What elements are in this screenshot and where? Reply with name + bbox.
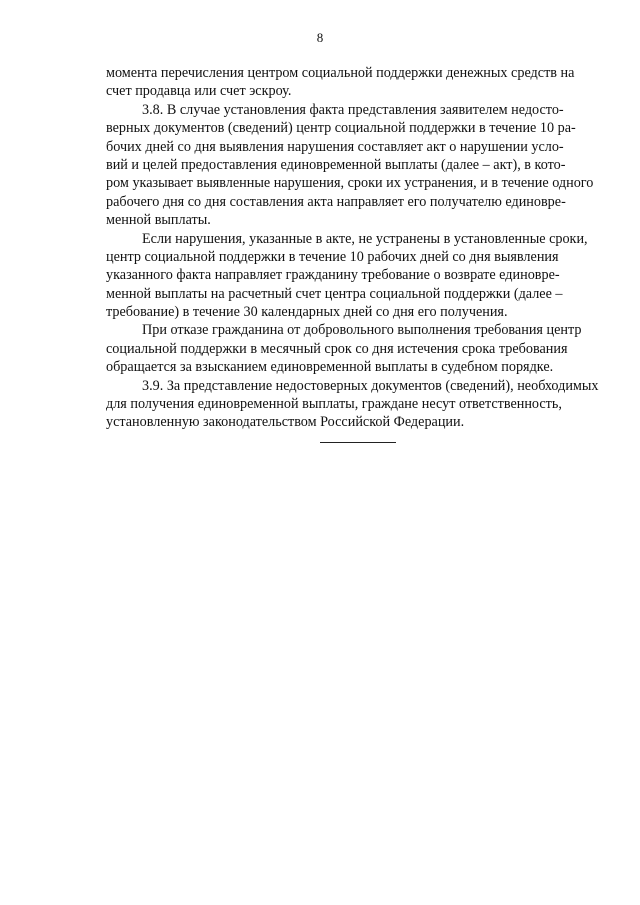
text-line: для получения единовременной выплаты, граждане несут ответственность, — [106, 396, 562, 413]
text-line: момента перечисления центром социальной поддержки денежных средств на — [106, 65, 575, 81]
paragraph-refusal — [106, 321, 582, 376]
text-line: центр социальной поддержки в течение 10 рабочих дней со дня выявления — [106, 248, 559, 265]
paragraph-3-9 — [106, 377, 599, 432]
paragraph-continuation — [106, 64, 575, 101]
text-line: менной выплаты на расчетный счет центра социальной поддержки (далее – — [106, 285, 563, 302]
text-line: требование) в течение 30 календарных дней со дня его получения. — [106, 304, 508, 321]
text-line: При отказе гражданина от добровольного выполнения требования центр — [142, 322, 582, 339]
text-line: обращается за взысканием единовременной выплаты в судебном порядке. — [106, 359, 554, 376]
text-line: верных документов (сведений) центр социальной поддержки в течение 10 ра- — [106, 120, 576, 137]
text-line: менной выплаты. — [106, 212, 211, 229]
text-line: указанного факта направляет гражданину требование о возврате единовре- — [106, 267, 560, 284]
document-body — [106, 64, 599, 432]
page-number: 8 — [316, 30, 324, 45]
text-line: бочих дней со дня выявления нарушения составляет акт о нарушении усло- — [106, 138, 564, 155]
text-line: 3.9. За представление недостоверных документов (сведений), необходимых — [142, 377, 599, 394]
text-line: ром указывает выявленные нарушения, сроки их устранения, и в течение одного — [106, 175, 594, 192]
text-line: установленную законодательством Российской Федерации. — [106, 414, 465, 431]
paragraph-3-8 — [106, 101, 594, 230]
end-separator-line — [320, 442, 396, 443]
text-line: Если нарушения, указанные в акте, не устранены в установленные сроки, — [142, 230, 588, 247]
text-line: вий и целей предоставления единовременной выплаты (далее – акт), в кото- — [106, 156, 566, 173]
text-line: счет продавца или счет эскроу. — [106, 83, 292, 100]
text-line: 3.8. В случае установления факта представления заявителем недосто- — [142, 101, 564, 118]
text-line: рабочего дня со дня составления акта направляет его получателю единовре- — [106, 193, 566, 210]
paragraph-violations-not-fixed — [106, 230, 588, 322]
text-line: социальной поддержки в месячный срок со дня истечения срока требования — [106, 340, 568, 357]
